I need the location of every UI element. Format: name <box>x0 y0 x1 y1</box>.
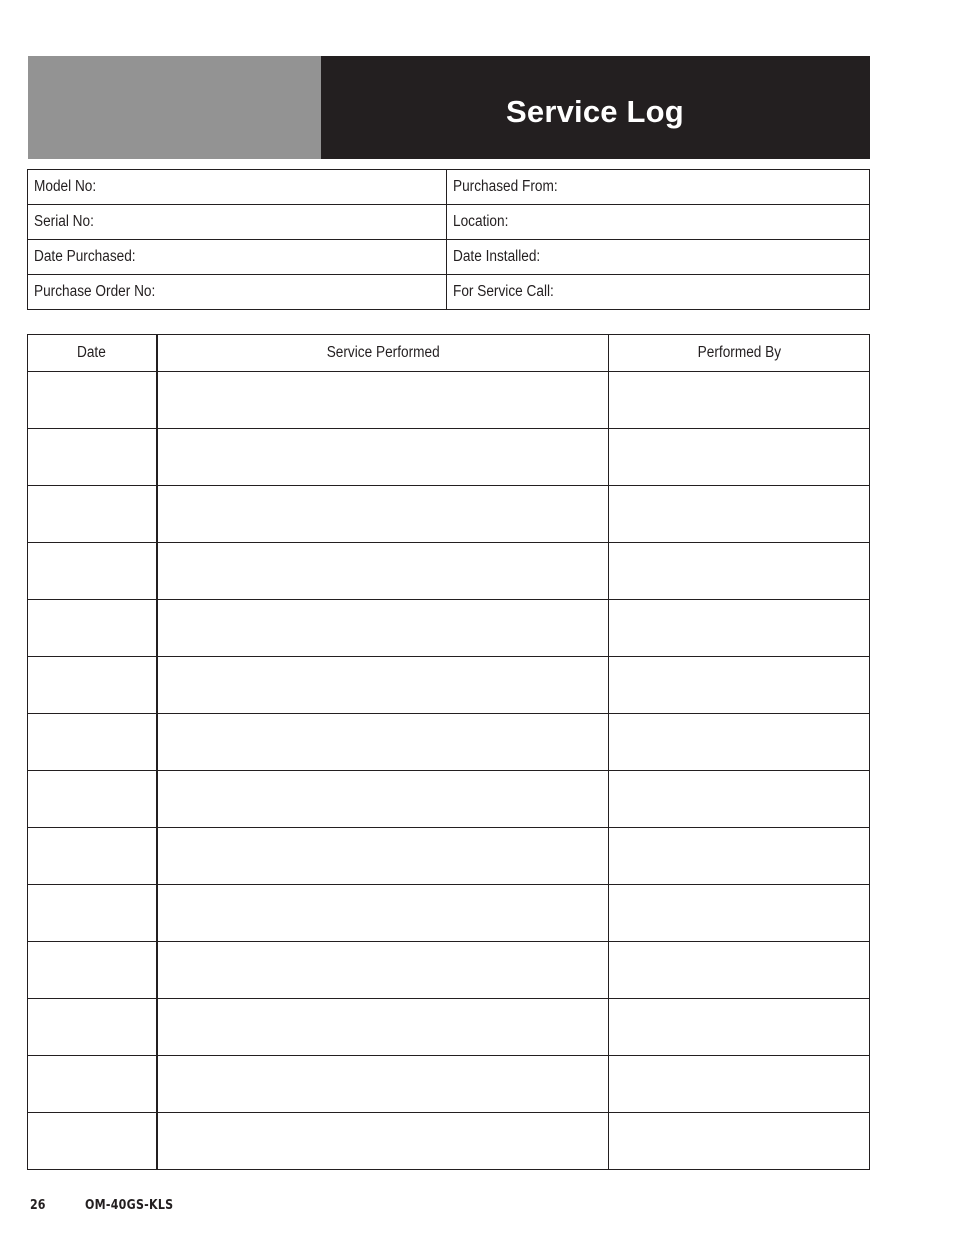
model-no-field[interactable] <box>28 170 447 205</box>
info-row <box>28 240 870 275</box>
date-cell[interactable] <box>28 1113 157 1170</box>
date-cell[interactable] <box>28 942 157 999</box>
serial-no-field[interactable] <box>28 205 447 240</box>
date-cell[interactable] <box>28 543 157 600</box>
header-dark-block <box>321 56 870 159</box>
performed-by-cell[interactable] <box>609 942 870 999</box>
page-number: 26 <box>30 1198 46 1213</box>
date-cell[interactable] <box>28 600 157 657</box>
performed-by-cell[interactable] <box>609 828 870 885</box>
model-no-label: Model No: <box>34 178 97 195</box>
purchased-from-label: Purchased From: <box>453 178 558 195</box>
date-purchased-label: Date Purchased: <box>34 248 136 265</box>
performed-by-cell[interactable] <box>609 372 870 429</box>
table-row <box>28 372 870 429</box>
equipment-info-table <box>27 169 870 310</box>
service-performed-cell[interactable] <box>157 942 609 999</box>
service-performed-cell[interactable] <box>157 885 609 942</box>
date-cell[interactable] <box>28 372 157 429</box>
performed-by-cell[interactable] <box>609 885 870 942</box>
date-cell[interactable] <box>28 885 157 942</box>
header-gray-block <box>28 56 321 159</box>
date-cell[interactable] <box>28 429 157 486</box>
info-row <box>28 170 870 205</box>
table-row <box>28 999 870 1056</box>
date-installed-field[interactable] <box>447 240 870 275</box>
date-cell[interactable] <box>28 486 157 543</box>
service-performed-cell[interactable] <box>157 1113 609 1170</box>
service-performed-cell[interactable] <box>157 543 609 600</box>
performed-by-cell[interactable] <box>609 771 870 828</box>
service-performed-cell[interactable] <box>157 372 609 429</box>
performed-by-cell[interactable] <box>609 429 870 486</box>
page-footer <box>30 1198 189 1213</box>
table-row <box>28 543 870 600</box>
performed-by-cell[interactable] <box>609 600 870 657</box>
table-row <box>28 486 870 543</box>
for-service-call-label: For Service Call: <box>453 283 554 300</box>
purchased-from-field[interactable] <box>447 170 870 205</box>
info-row <box>28 275 870 310</box>
header-band <box>28 56 870 159</box>
purchase-order-no-label: Purchase Order No: <box>34 283 156 300</box>
table-row <box>28 1056 870 1113</box>
service-performed-cell[interactable] <box>157 999 609 1056</box>
service-performed-cell[interactable] <box>157 828 609 885</box>
date-cell[interactable] <box>28 1056 157 1113</box>
date-cell[interactable] <box>28 999 157 1056</box>
performed-by-cell[interactable] <box>609 486 870 543</box>
table-row <box>28 714 870 771</box>
table-row <box>28 600 870 657</box>
service-performed-cell[interactable] <box>157 1056 609 1113</box>
serial-no-label: Serial No: <box>34 213 94 230</box>
service-performed-cell[interactable] <box>157 771 609 828</box>
table-row <box>28 942 870 999</box>
service-log-table <box>27 334 870 1170</box>
performed-by-cell[interactable] <box>609 1056 870 1113</box>
service-log-header-row <box>28 335 870 372</box>
date-installed-label: Date Installed: <box>453 248 541 265</box>
info-row <box>28 205 870 240</box>
service-performed-cell[interactable] <box>157 600 609 657</box>
service-performed-cell[interactable] <box>157 657 609 714</box>
purchase-order-no-field[interactable] <box>28 275 447 310</box>
column-header-performed-by: Performed By <box>609 335 870 372</box>
date-cell[interactable] <box>28 714 157 771</box>
performed-by-cell[interactable] <box>609 657 870 714</box>
service-performed-cell[interactable] <box>157 429 609 486</box>
performed-by-cell[interactable] <box>609 1113 870 1170</box>
location-label: Location: <box>453 213 509 230</box>
page-title: Service Log <box>506 94 684 129</box>
performed-by-cell[interactable] <box>609 999 870 1056</box>
document-code: OM-40GS-KLS <box>85 1198 174 1213</box>
table-row <box>28 885 870 942</box>
service-log-body <box>28 372 870 1170</box>
column-header-date: Date <box>28 335 157 372</box>
table-row <box>28 771 870 828</box>
column-header-service-performed: Service Performed <box>157 335 609 372</box>
table-row <box>28 429 870 486</box>
date-cell[interactable] <box>28 771 157 828</box>
table-row <box>28 1113 870 1170</box>
service-performed-cell[interactable] <box>157 714 609 771</box>
location-field[interactable] <box>447 205 870 240</box>
date-cell[interactable] <box>28 657 157 714</box>
date-cell[interactable] <box>28 828 157 885</box>
performed-by-cell[interactable] <box>609 714 870 771</box>
table-row <box>28 657 870 714</box>
date-purchased-field[interactable] <box>28 240 447 275</box>
table-row <box>28 828 870 885</box>
performed-by-cell[interactable] <box>609 543 870 600</box>
for-service-call-field[interactable] <box>447 275 870 310</box>
service-performed-cell[interactable] <box>157 486 609 543</box>
